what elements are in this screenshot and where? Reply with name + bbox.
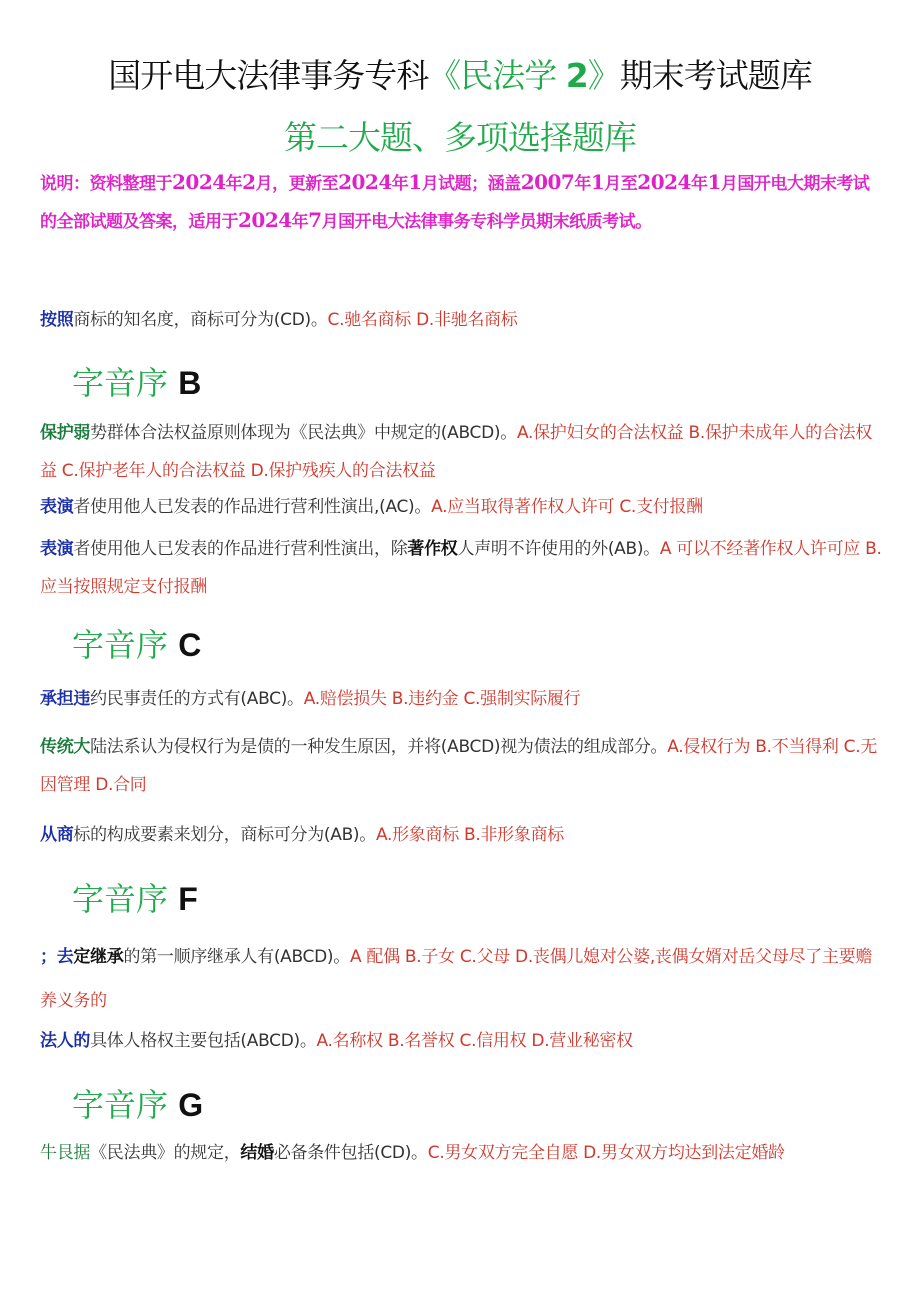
section-heading-f: 字音序 F bbox=[72, 880, 198, 918]
question-item: 表演者使用他人已发表的作品进行营利性演出，除著作权人声明不许使用的外(AB)。A 可以不经著作权人许可应 B.应当按照规定支付报酬 bbox=[40, 539, 882, 597]
question-item: ；去定继承的第一顺序继承人有(ABCD)。A 配偶 B.子女 C.父母 D.丧偶儿媳对公婆,丧偶女婿对岳父母尽了主要赡养义务的 bbox=[40, 947, 873, 1011]
title-part3: 期末考试题库 bbox=[619, 56, 812, 95]
description-note: 说明：资料整理于2024年2月，更新至2024年1月试题；涵盖2007年1月至2024年1月国开电大期末考试的全部试题及答案，适用于2024年7月国开电大法律事务专科学员期末纸质考试。 bbox=[40, 170, 870, 232]
section-heading-g: 字音序 G bbox=[72, 1086, 204, 1124]
title-part1: 国开电大法律事务专科 bbox=[108, 56, 429, 95]
document-subtitle: 第二大题、多项选择题库 bbox=[284, 118, 636, 157]
document-title bbox=[0, 50, 920, 97]
question-item: 牛艮据《民法典》的规定，结婚必备条件包括(CD)。C.男女双方完全自愿 D.男女双方均达到法定婚龄 bbox=[40, 1143, 785, 1163]
question-item: 表演者使用他人已发表的作品进行营利性演出,(AC)。A.应当取得著作权人许可 C.支付报酬 bbox=[40, 497, 703, 517]
section-heading-c: 字音序 C bbox=[72, 626, 202, 664]
title-course-name: 《民法学 2》 bbox=[428, 56, 620, 95]
question-item: 法人的具体人格权主要包括(ABCD)。A.名称权 B.名誉权 C.信用权 D.营业秘密权 bbox=[40, 1031, 633, 1051]
section-heading-b: 字音序 B bbox=[72, 364, 202, 402]
question-item: 承担违约民事责任的方式有(ABC)。A.赔偿损失 B.违约金 C.强制实际履行 bbox=[40, 689, 581, 709]
question-item: 保护弱势群体合法权益原则体现为《民法典》中规定的(ABCD)。A.保护妇女的合法权益 B.保护未成年人的合法权益 C.保护老年人的合法权益 D.保护残疾人的合法权益 bbox=[40, 423, 872, 481]
question-item: 按照商标的知名度，商标可分为(CD)。C.驰名商标 D.非驰名商标 bbox=[40, 310, 518, 330]
question-item: 从商标的构成要素来划分，商标可分为(AB)。A.形象商标 B.非形象商标 bbox=[40, 825, 564, 845]
question-item: 传统大陆法系认为侵权行为是债的一种发生原因，并将(ABCD)视为债法的组成部分。A.侵权行为 B.不当得利 C.无因管理 D.合同 bbox=[40, 737, 878, 795]
